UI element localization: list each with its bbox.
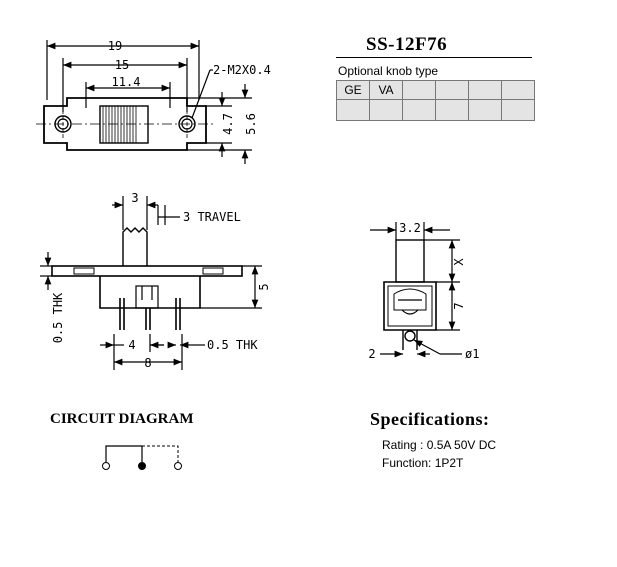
dim-4-7-label: 4.7 bbox=[221, 113, 235, 135]
top-view bbox=[36, 40, 252, 164]
knob-type-table bbox=[336, 80, 535, 121]
knob-image-cell bbox=[502, 100, 535, 121]
specifications-title: Specifications: bbox=[370, 409, 490, 429]
knob-image-cell bbox=[469, 100, 502, 121]
dim-11-4-label: 11.4 bbox=[111, 75, 141, 89]
dim-5-6-label: 5.6 bbox=[244, 113, 258, 135]
knob-type-cell bbox=[469, 81, 502, 100]
knob-type-cell: GE bbox=[337, 81, 370, 100]
hole-callout-label: 2-M2X0.4 bbox=[213, 63, 271, 77]
knob-image-cell bbox=[337, 100, 370, 121]
knob-image-cell bbox=[436, 100, 469, 121]
knob-image-cell bbox=[403, 100, 436, 121]
dim-3-label: 3 bbox=[131, 191, 139, 205]
spec-function: Function: 1P2T bbox=[382, 456, 464, 470]
dim-7-label: 7 bbox=[452, 302, 466, 310]
knob-type-cell bbox=[502, 81, 535, 100]
dim-2-label: 2 bbox=[368, 347, 376, 361]
knob-type-label: Optional knob type bbox=[338, 64, 439, 78]
model-title: SS-12F76 bbox=[366, 34, 448, 55]
dim-15-label: 15 bbox=[114, 58, 130, 72]
knob-image-cell bbox=[370, 100, 403, 121]
spec-rating: Rating : 0.5A 50V DC bbox=[382, 438, 497, 452]
title-underline bbox=[336, 57, 532, 58]
dim-8-label: 8 bbox=[144, 356, 152, 370]
knob-type-cell bbox=[436, 81, 469, 100]
dim-4-label: 4 bbox=[128, 338, 136, 352]
end-view bbox=[370, 222, 462, 354]
circuit-diagram bbox=[103, 446, 182, 470]
travel-label: 3 TRAVEL bbox=[183, 210, 241, 224]
dim-5-label: 5 bbox=[257, 283, 271, 291]
thk-right-label: 0.5 THK bbox=[207, 338, 258, 352]
dim-phi1-label: ø1 bbox=[465, 347, 480, 361]
knob-type-cell: VA bbox=[370, 81, 403, 100]
knob-type-cell bbox=[403, 81, 436, 100]
dim-3-2-label: 3.2 bbox=[399, 221, 421, 235]
thk-left-label: 0.5 THK bbox=[51, 292, 65, 344]
dim-x-label: X bbox=[452, 258, 466, 266]
circuit-diagram-title: CIRCUIT DIAGRAM bbox=[50, 411, 194, 427]
dim-19-label: 19 bbox=[107, 39, 123, 53]
